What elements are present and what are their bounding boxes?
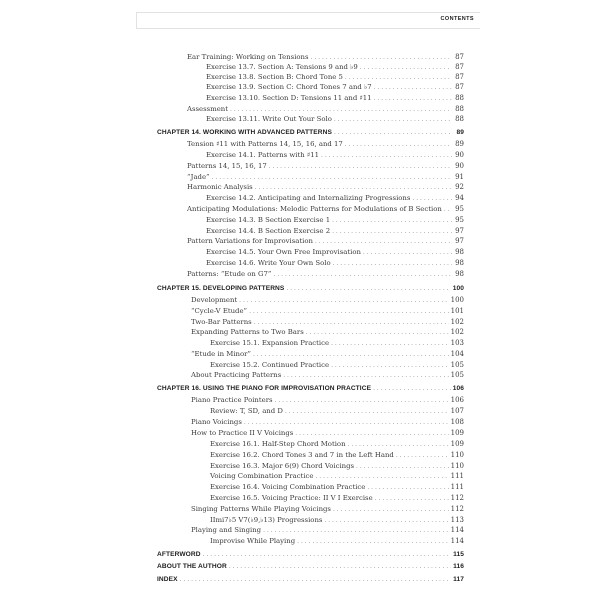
toc-entry-page: 97 xyxy=(455,227,464,235)
toc-entry-title: Expanding Patterns to Two Bars xyxy=(191,328,304,336)
dot-leader xyxy=(444,205,452,215)
toc-entry-page: 98 xyxy=(455,259,464,267)
toc-entry-page: 107 xyxy=(450,407,464,415)
dot-leader xyxy=(345,140,452,150)
toc-entry[interactable] xyxy=(191,370,464,380)
toc-about-the-author[interactable] xyxy=(157,562,464,572)
toc-entry[interactable] xyxy=(210,450,464,460)
toc-entry[interactable] xyxy=(210,471,464,481)
toc-entry-title: Ear Training: Working on Tensions xyxy=(187,53,309,61)
toc-entry[interactable] xyxy=(187,139,464,149)
dot-leader xyxy=(239,296,448,306)
toc-entry-title: Exercise 16.4. Voicing Combination Practice xyxy=(210,483,366,491)
toc-entry-title: Singing Patterns While Playing Voicings xyxy=(191,505,331,513)
toc-entry[interactable] xyxy=(206,82,464,92)
dot-leader xyxy=(255,183,452,193)
dot-leader xyxy=(367,483,448,493)
toc-entry[interactable] xyxy=(210,439,464,449)
toc-entry[interactable] xyxy=(210,461,464,471)
dot-leader xyxy=(363,248,452,258)
toc-entry[interactable] xyxy=(191,317,464,327)
dot-leader xyxy=(306,328,449,338)
toc-entry-title: Patterns 14, 15, 16, 17 xyxy=(187,162,267,170)
toc-entry-page: 114 xyxy=(450,526,464,534)
toc-entry-page: 112 xyxy=(450,494,464,502)
toc-entry[interactable] xyxy=(187,172,464,182)
dot-leader xyxy=(348,440,449,450)
toc-entry-title: Exercise 16.1. Half-Step Chord Motion xyxy=(210,440,346,448)
running-head xyxy=(136,12,480,29)
toc-entry-page: 104 xyxy=(450,350,464,358)
toc-entry[interactable] xyxy=(191,417,464,427)
toc-entry[interactable] xyxy=(187,161,464,171)
toc-entry[interactable] xyxy=(206,258,464,268)
toc-entry[interactable] xyxy=(206,193,464,203)
toc-entry-title: Tension ♯11 with Patterns 14, 15, 16, and 17 xyxy=(187,140,343,148)
toc-entry-page: 110 xyxy=(450,462,464,470)
toc-entry-title: Assessment xyxy=(187,105,229,113)
toc-entry[interactable] xyxy=(187,182,464,192)
toc-entry-title: Anticipating Modulations: Melodic Patterns for Modulations of B Section xyxy=(187,205,442,213)
toc-entry-title: Piano Practice Pointers xyxy=(191,396,273,404)
toc-entry[interactable] xyxy=(191,327,464,337)
toc-entry-page: 117 xyxy=(453,576,464,583)
toc-entry-page: 95 xyxy=(455,205,464,213)
toc-entry[interactable] xyxy=(206,150,464,160)
toc-entry-page: 88 xyxy=(455,105,464,113)
dot-leader xyxy=(229,562,451,572)
dot-leader xyxy=(331,339,449,349)
toc-entry[interactable] xyxy=(191,349,464,359)
toc-entry-page: 88 xyxy=(455,115,464,123)
toc-entry-page: 101 xyxy=(450,307,464,315)
dot-leader xyxy=(375,494,449,504)
toc-entry-title: CHAPTER 15. DEVELOPING PATTERNS xyxy=(157,285,285,292)
toc-entry[interactable] xyxy=(191,525,464,535)
toc-entry-title: Two-Bar Patterns xyxy=(191,318,252,326)
toc-entry-title: IImi7♭5 V7(♭9,♭13) Progressions xyxy=(210,516,323,524)
toc-entry-title: Development xyxy=(191,296,238,304)
toc-entry-title: Exercise 14.2. Anticipating and Internalizing Progressions xyxy=(206,194,411,202)
toc-entry-page: 112 xyxy=(450,505,464,513)
dot-leader xyxy=(373,384,451,394)
toc-entry[interactable] xyxy=(187,104,464,114)
toc-entry-title: AFTERWORD xyxy=(157,551,201,558)
toc-entry[interactable] xyxy=(210,406,464,416)
toc-entry-title: “Jade” xyxy=(187,173,210,181)
toc-entry-title: Exercise 14.4. B Section Exercise 2 xyxy=(206,227,331,235)
toc-entry-page: 87 xyxy=(455,53,464,61)
toc-index[interactable] xyxy=(157,575,464,585)
toc-entry-page: 106 xyxy=(450,396,464,404)
toc-entry-page: 95 xyxy=(455,216,464,224)
dot-leader xyxy=(321,151,452,161)
toc-entry-title: Exercise 14.1. Patterns with ♯11 xyxy=(206,151,319,159)
toc-entry-title: Exercise 13.10. Section D: Tensions 11 and ♯11 xyxy=(206,94,372,102)
dot-leader xyxy=(374,83,452,93)
toc-entry[interactable] xyxy=(210,515,464,525)
toc-entry-page: 94 xyxy=(455,194,464,202)
toc-entry-title: Exercise 14.3. B Section Exercise 1 xyxy=(206,216,331,224)
toc-entry[interactable] xyxy=(206,93,464,103)
toc-entry-page: 98 xyxy=(455,270,464,278)
toc-entry-page: 109 xyxy=(450,429,464,437)
toc-entry[interactable] xyxy=(210,360,464,370)
toc-entry-page: 92 xyxy=(455,183,464,191)
toc-entry[interactable] xyxy=(206,72,464,82)
dot-leader xyxy=(203,550,451,560)
dot-leader xyxy=(374,94,452,104)
toc-entry[interactable] xyxy=(191,504,464,514)
toc-entry-title: How to Practice II V Voicings xyxy=(191,429,294,437)
toc-entry[interactable] xyxy=(210,536,464,546)
toc-entry-title: Exercise 16.5. Voicing Practice: II V I Exercise xyxy=(210,494,373,502)
toc-entry[interactable] xyxy=(206,215,464,225)
dot-leader xyxy=(396,451,449,461)
toc-entry-title: ABOUT THE AUTHOR xyxy=(157,563,227,570)
dot-leader xyxy=(273,270,452,280)
toc-entry-page: 105 xyxy=(450,371,464,379)
dot-leader xyxy=(244,418,449,428)
toc-entry-page: 109 xyxy=(450,440,464,448)
dot-leader xyxy=(334,128,452,138)
toc-entry-page: 91 xyxy=(455,173,464,181)
toc-entry[interactable] xyxy=(210,338,464,348)
toc-entry-page: 87 xyxy=(455,63,464,71)
toc-entry-page: 105 xyxy=(450,361,464,369)
dot-leader xyxy=(253,350,449,360)
toc-entry-title: Patterns: “Etude on G7” xyxy=(187,270,272,278)
dot-leader xyxy=(180,575,451,585)
dot-leader xyxy=(334,115,452,125)
toc-entry-page: 87 xyxy=(455,83,464,91)
toc-chapter-14[interactable] xyxy=(157,128,464,138)
dot-leader xyxy=(286,284,450,294)
toc-chapter-15[interactable] xyxy=(157,284,464,294)
toc-entry[interactable] xyxy=(191,306,464,316)
toc-entry-page: 103 xyxy=(450,339,464,347)
toc-entry[interactable] xyxy=(206,247,464,257)
toc-entry-page: 113 xyxy=(450,516,464,524)
toc-entry-page: 111 xyxy=(450,472,464,480)
toc-entry[interactable] xyxy=(206,226,464,236)
toc-entry-title: Playing and Singing xyxy=(191,526,262,534)
toc-entry-title: Exercise 15.1. Expansion Practice xyxy=(210,339,330,347)
toc-entry-page: 90 xyxy=(455,151,464,159)
toc-entry-title: “Cycle-V Etude” xyxy=(191,307,248,315)
toc-entry-page: 106 xyxy=(452,385,464,392)
toc-entry[interactable] xyxy=(187,236,464,246)
dot-leader xyxy=(333,505,449,515)
toc-entry-title: Exercise 14.6. Write Your Own Solo xyxy=(206,259,331,267)
dot-leader xyxy=(285,407,449,417)
toc-entry-page: 100 xyxy=(452,285,464,292)
dot-leader xyxy=(263,526,449,536)
dot-leader xyxy=(269,162,452,172)
dot-leader xyxy=(412,194,452,204)
toc-entry-title: Exercise 13.8. Section B: Chord Tone 5 xyxy=(206,73,343,81)
toc-entry-page: 110 xyxy=(450,451,464,459)
running-head-label: CONTENTS xyxy=(440,16,474,22)
toc-entry-title: Exercise 16.2. Chord Tones 3 and 7 in the Left Hand xyxy=(210,451,394,459)
toc-entry-title: Piano Voicings xyxy=(191,418,242,426)
toc-entry-page: 89 xyxy=(455,140,464,148)
dot-leader xyxy=(333,259,452,269)
toc-entry-page: 88 xyxy=(455,94,464,102)
toc-entry-page: 90 xyxy=(455,162,464,170)
toc-entry-page: 111 xyxy=(450,483,464,491)
toc-entry-title: Pattern Variations for Improvisation xyxy=(187,237,313,245)
toc-entry-title: Exercise 15.2. Continued Practice xyxy=(210,361,330,369)
toc-entry-title: INDEX xyxy=(157,576,178,583)
toc-entry[interactable] xyxy=(210,482,464,492)
toc-entry-title: Exercise 16.3. Major 6(9) Chord Voicings xyxy=(210,462,355,470)
toc-entry-title: Exercise 14.5. Your Own Free Improvisation xyxy=(206,248,361,256)
toc-entry[interactable] xyxy=(191,428,464,438)
toc-entry[interactable] xyxy=(187,52,464,62)
dot-leader xyxy=(297,537,449,547)
toc-entry-page: 100 xyxy=(450,296,464,304)
toc-entry-title: “Etude in Minor” xyxy=(191,350,251,358)
dot-leader xyxy=(315,237,452,247)
toc-entry[interactable] xyxy=(206,114,464,124)
toc-entry-title: About Practicing Patterns xyxy=(191,371,282,379)
toc-afterword[interactable] xyxy=(157,550,464,560)
toc-entry[interactable] xyxy=(187,204,464,214)
dot-leader xyxy=(295,429,448,439)
toc-entry-title: Review: T, SD, and D xyxy=(210,407,283,415)
toc-entry-page: 115 xyxy=(453,551,464,558)
dot-leader xyxy=(315,472,448,482)
toc-entry[interactable] xyxy=(206,62,464,72)
toc-entry-title: CHAPTER 14. WORKING WITH ADVANCED PATTERNS xyxy=(157,129,333,136)
toc-entry-page: 102 xyxy=(450,328,464,336)
toc-entry[interactable] xyxy=(210,493,464,503)
toc-entry-page: 97 xyxy=(455,237,464,245)
toc-entry-page: 114 xyxy=(450,537,464,545)
toc-entry-title: CHAPTER 16. USING THE PIANO FOR IMPROVISATION PRACTICE xyxy=(157,385,372,392)
toc-entry[interactable] xyxy=(187,269,464,279)
dot-leader xyxy=(283,371,448,381)
toc-entry-title: Exercise 13.9. Section C: Chord Tones 7 and ♭7 xyxy=(206,83,372,91)
dot-leader xyxy=(249,307,449,317)
toc-entry[interactable] xyxy=(191,295,464,305)
toc-entry-page: 87 xyxy=(455,73,464,81)
toc-chapter-16[interactable] xyxy=(157,384,464,394)
toc-entry-page: 102 xyxy=(450,318,464,326)
toc-entry-page: 108 xyxy=(450,418,464,426)
toc-entry[interactable] xyxy=(191,395,464,405)
dot-leader xyxy=(275,396,449,406)
toc-entry-title: Exercise 13.11. Write Out Your Solo xyxy=(206,115,332,123)
toc-entry-title: Voicing Combination Practice xyxy=(210,472,314,480)
toc-entry-page: 116 xyxy=(453,563,464,570)
toc-entry-page: 89 xyxy=(456,129,464,136)
toc-entry-title: Harmonic Analysis xyxy=(187,183,253,191)
toc-entry-title: Exercise 13.7. Section A: Tensions 9 and ♭9 xyxy=(206,63,358,71)
toc-entry-title: Improvise While Playing xyxy=(210,537,296,545)
toc-entry-page: 98 xyxy=(455,248,464,256)
dot-leader xyxy=(332,216,452,226)
